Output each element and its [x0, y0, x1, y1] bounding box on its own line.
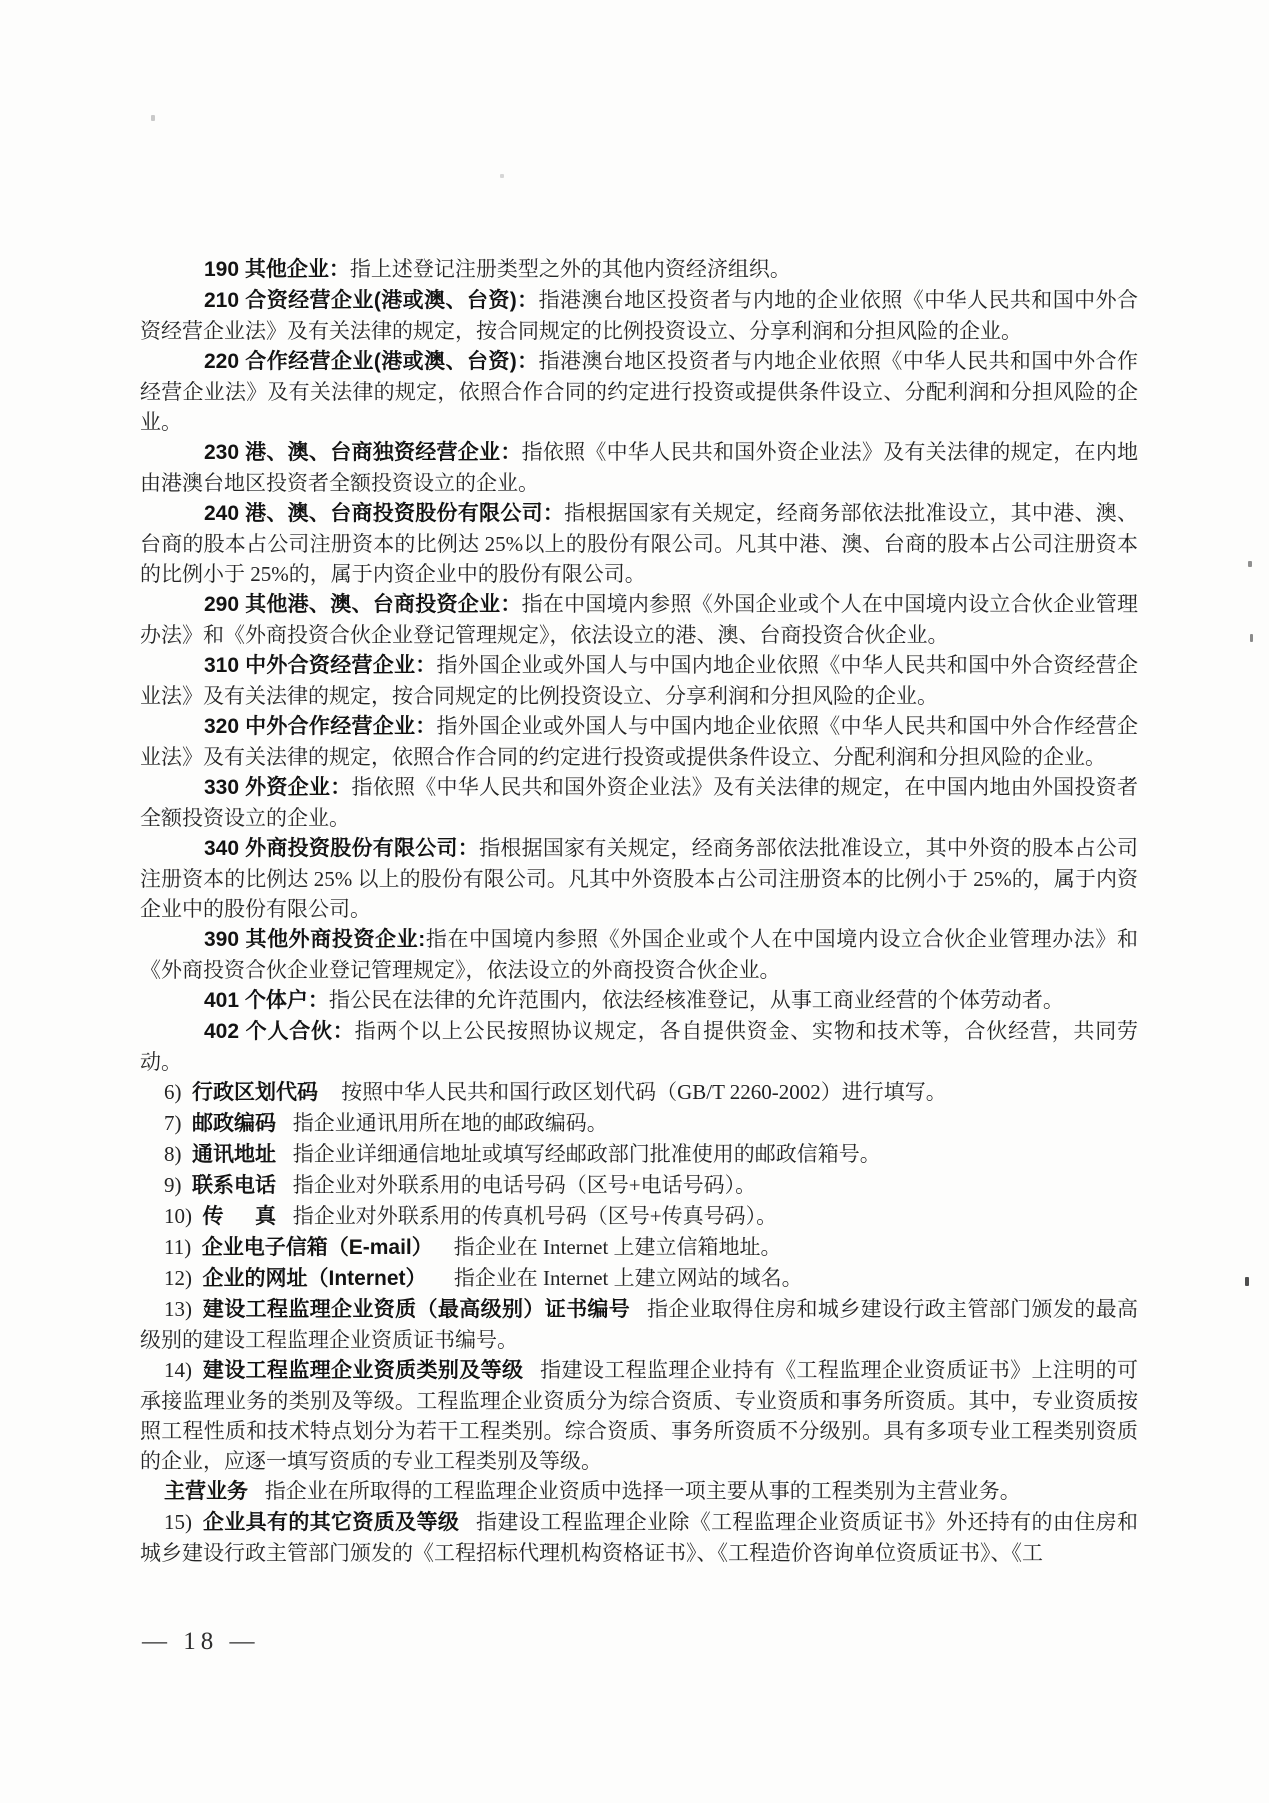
- item-8: [140, 1139, 1138, 1170]
- entry-401: [140, 985, 1138, 1016]
- term-text: 210 合资经营企业(港或澳、台资)：: [204, 289, 539, 312]
- entry-340: [140, 833, 1138, 924]
- term-text: 340 外商投资股份有限公司：: [204, 837, 480, 860]
- scan-speck: [500, 174, 504, 178]
- body-text: 9): [164, 1173, 182, 1197]
- body-text: 14): [164, 1358, 192, 1382]
- term-text: 企业的网址（Internet）: [202, 1267, 427, 1290]
- entry-330: [140, 772, 1138, 833]
- entry-390: [140, 924, 1138, 985]
- body-text: 13): [164, 1297, 192, 1321]
- item-12: [140, 1263, 1138, 1294]
- term-text: 建设工程监理企业资质（最高级别）证书编号: [202, 1298, 631, 1321]
- body-text: 11): [164, 1235, 192, 1259]
- item-14: [140, 1355, 1138, 1476]
- body-text: 指依照《中华人民共和国外资企业法》及有关法律的规定，在中国内地由外国投资者全额投资设立的企业。: [140, 775, 1139, 830]
- body-text: 指外国企业或外国人与中国内地企业依照《中华人民共和国中外合作经营企业法》及有关法律的规定，依照合作合同的约定进行投资或提供条件设立、分配利润和分担风险的企业。: [140, 714, 1139, 769]
- term-text: 220 合作经营企业(港或澳、台资)：: [204, 350, 539, 373]
- body-text: 7): [164, 1111, 182, 1135]
- body-text: 指建设工程监理企业持有《工程监理企业资质证书》上注明的可承接监理业务的类别及等级。工程监理企业资质分为综合资质、专业资质和事务所资质。其中，专业资质按照工程性质和技术特点划分为若干工程类别。综合资质、事务所资质不分级别。具有多项专业工程类别资质的企业，应逐一填写资质的专业工程类别及等级。: [140, 1358, 1138, 1473]
- body-text: 指港澳台地区投资者与内地企业依照《中华人民共和国中外合作经营企业法》及有关法律的规定，依照合作合同的约定进行投资或提供条件设立、分配利润和分担风险的企业。: [140, 349, 1138, 434]
- entry-210: [140, 285, 1138, 346]
- body-text: 按照中华人民共和国行政区划代码（GB/T 2260-2002）进行填写。: [341, 1080, 947, 1104]
- body-text: 指企业对外联系用的电话号码（区号+电话号码）。: [292, 1173, 757, 1197]
- entry-230: [140, 437, 1138, 498]
- body-text: 指企业在 Internet 上建立信箱地址。: [453, 1235, 782, 1259]
- term-text: 290 其他港、澳、台商投资企业：: [204, 593, 522, 616]
- body-text: 指根据国家有关规定，经商务部依法批准设立，其中外资的股本占公司注册资本的比例达 25% 以上的股份有限公司。凡其中外资股本占公司注册资本的比例小于 25%的，属于内资企业中的股份有限公司。: [140, 836, 1139, 921]
- body-text: 指企业取得住房和城乡建设行政主管部门颁发的最高级别的建设工程监理企业资质证书编号。: [140, 1297, 1139, 1352]
- term-text: 390 其他外商投资企业:: [204, 928, 426, 951]
- item-9: [140, 1170, 1138, 1201]
- term-text: 建设工程监理企业资质类别及等级: [202, 1359, 524, 1382]
- entry-290: [140, 589, 1138, 650]
- term-text: 通讯地址: [192, 1143, 276, 1166]
- body-text: 指依照《中华人民共和国外资企业法》及有关法律的规定，在内地由港澳台地区投资者全额投资设立的企业。: [140, 440, 1139, 495]
- term-text: 传: [202, 1205, 224, 1228]
- term-text: 邮政编码: [192, 1112, 276, 1135]
- page-number-text: — 18 —: [142, 1628, 260, 1655]
- body-text: 指企业对外联系用的传真机号码（区号+传真号码）。: [292, 1204, 778, 1228]
- term-text: 230 港、澳、台商独资经营企业：: [204, 441, 522, 464]
- scan-speck: [151, 115, 155, 121]
- entry-310: [140, 650, 1138, 711]
- entry-220: [140, 346, 1138, 437]
- body-text: 指企业详细通信地址或填写经邮政部门批准使用的邮政信箱号。: [292, 1142, 881, 1166]
- scan-speck: [1250, 634, 1253, 642]
- page-number: [142, 1628, 260, 1656]
- body-text: 指两个以上公民按照协议规定，各自提供资金、实物和技术等，合伙经营，共同劳动。: [140, 1019, 1138, 1074]
- body-text: 指根据国家有关规定，经商务部依法批准设立，其中港、澳、台商的股本占公司注册资本的比例达 25%以上的股份有限公司。凡其中港、澳、台商的股本占公司注册资本的比例小于 25%的，属于内资企业中的股份有限公司。: [140, 501, 1138, 586]
- scan-speck: [1248, 561, 1252, 567]
- body-text: 指在中国境内参照《外国企业或个人在中国境内设立合伙企业管理办法》和《外商投资合伙企业登记管理规定》，依法设立的外商投资合伙企业。: [140, 927, 1138, 982]
- body-text: 10): [164, 1204, 192, 1228]
- term-text: 402 个人合伙：: [204, 1020, 355, 1043]
- body-text: 指企业通讯用所在地的邮政编码。: [292, 1111, 608, 1135]
- body-text: 指港澳台地区投资者与内地的企业依照《中华人民共和国中外合资经营企业法》及有关法律的规定，按合同规定的比例投资设立、分享利润和分担风险的企业。: [140, 288, 1138, 343]
- term-text: 310 中外合资经营企业：: [204, 654, 437, 677]
- body-text: 指在中国境内参照《外国企业或个人在中国境内设立合伙企业管理办法》和《外商投资合伙企业登记管理规定》，依法设立的港、澳、台商投资合伙企业。: [140, 592, 1139, 647]
- item-7: [140, 1108, 1138, 1139]
- body-text: 指外国企业或外国人与中国内地企业依照《中华人民共和国中外合资经营企业法》及有关法律的规定，按合同规定的比例投资设立、分享利润和分担风险的企业。: [140, 653, 1139, 708]
- scan-speck: [1245, 1277, 1249, 1286]
- body-text: 指公民在法律的允许范围内，依法经核准登记，从事工商业经营的个体劳动者。: [328, 988, 1064, 1012]
- document-body: [140, 254, 1138, 1568]
- term-text: 240 港、澳、台商投资股份有限公司：: [204, 502, 565, 525]
- item-main-business: [140, 1476, 1138, 1507]
- body-text: 指上述登记注册类型之外的其他内资经济组织。: [349, 257, 791, 281]
- item-13: [140, 1294, 1138, 1355]
- term-text: 联系电话: [192, 1174, 276, 1197]
- item-10: [140, 1201, 1138, 1232]
- body-text: 12): [164, 1266, 192, 1290]
- body-text: 8): [164, 1142, 182, 1166]
- term-text: 企业电子信箱（E-mail）: [201, 1236, 433, 1259]
- entry-402: [140, 1016, 1138, 1077]
- term-text: 190 其他企业：: [204, 258, 350, 281]
- body-text: 指企业在所取得的工程监理企业资质中选择一项主要从事的工程类别为主营业务。: [264, 1479, 1021, 1503]
- entry-190: [140, 254, 1138, 285]
- item-6: [140, 1077, 1138, 1108]
- body-text: 指企业在 Internet 上建立网站的域名。: [453, 1266, 803, 1290]
- entry-240: [140, 498, 1138, 589]
- term-text: 330 外资企业：: [204, 776, 352, 799]
- item-11: [140, 1232, 1138, 1263]
- body-text: 指建设工程监理企业除《工程监理企业资质证书》外还持有的由住房和城乡建设行政主管部门颁发的《工程招标代理机构资格证书》、《工程造价咨询单位资质证书》、《工: [140, 1510, 1138, 1565]
- term-text: 真: [255, 1205, 276, 1228]
- body-text: 15): [164, 1510, 192, 1534]
- term-text: 320 中外合作经营企业：: [204, 715, 437, 738]
- term-text: 企业具有的其它资质及等级: [202, 1511, 460, 1534]
- entry-320: [140, 711, 1138, 772]
- item-15: [140, 1507, 1138, 1568]
- body-text: 6): [164, 1080, 182, 1104]
- term-text: 主营业务: [164, 1480, 248, 1503]
- term-text: 401 个体户：: [204, 989, 329, 1012]
- term-text: 行政区划代码: [192, 1081, 318, 1104]
